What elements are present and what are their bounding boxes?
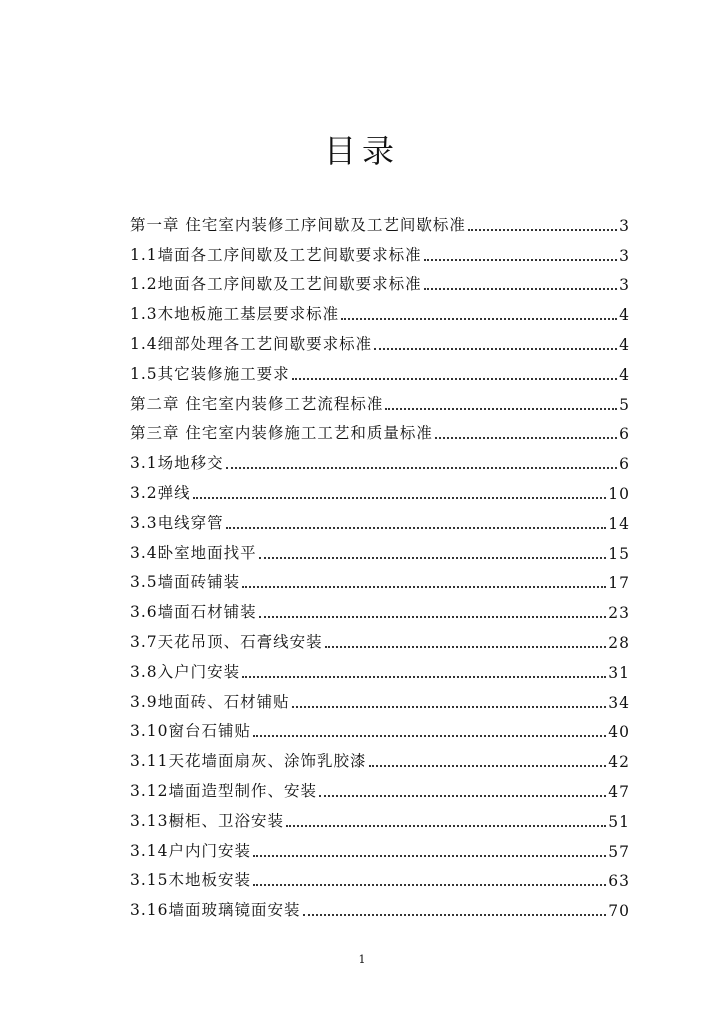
toc-entry[interactable] [130,235,630,265]
toc-entry[interactable] [130,592,630,622]
toc-entry[interactable] [130,712,630,742]
toc-dot-leader [193,497,607,499]
toc-entry-page: 5 [619,395,630,414]
toc-entry-label: 3.11天花墙面扇灰、涂饰乳胶漆 [130,752,367,771]
toc-entry-page: 31 [608,663,630,682]
toc-entry-page: 14 [608,514,630,533]
toc-entry-label: 第三章 住宅室内装修施工工艺和质量标准 [130,424,433,443]
toc-dot-leader [242,586,606,588]
toc-entry-page: 4 [619,335,630,354]
toc-entry-label: 3.12墙面造型制作、安装 [130,781,318,800]
toc-dot-leader [253,855,606,857]
toc-entry-label: 3.1场地移交 [130,454,224,473]
toc-entry-page: 34 [608,693,630,712]
toc-dot-leader [435,437,617,439]
toc-dot-leader [259,557,607,559]
toc-entry-page: 4 [619,306,630,325]
toc-entry[interactable] [130,294,630,324]
toc-entry[interactable] [130,414,630,444]
toc-entry-label: 3.13橱柜、卫浴安装 [130,811,285,830]
toc-entry[interactable] [130,354,630,384]
toc-dot-leader [303,914,607,916]
toc-dot-leader [259,616,607,618]
toc-entry[interactable] [130,443,630,473]
page-number: 1 [358,953,366,966]
table-of-contents [130,205,630,920]
toc-entry[interactable] [130,563,630,593]
toc-entry-page: 3 [619,246,630,265]
toc-entry-page: 15 [608,544,630,563]
toc-entry[interactable] [130,622,630,652]
toc-entry-page: 10 [608,484,630,503]
toc-entry-page: 42 [608,753,630,772]
toc-entry-page: 23 [608,604,630,623]
toc-entry-label: 第二章 住宅室内装修工艺流程标准 [130,394,384,413]
toc-entry[interactable] [130,801,630,831]
page-title: 目录 [323,132,400,170]
toc-entry-label: 第一章 住宅室内装修工序间歇及工艺间歇标准 [130,215,466,234]
toc-entry[interactable] [130,384,630,414]
toc-dot-leader [292,378,617,380]
toc-entry-label: 1.1墙面各工序间歇及工艺间歇要求标准 [130,245,422,264]
toc-entry-label: 1.2地面各工序间歇及工艺间歇要求标准 [130,275,422,294]
toc-entry-label: 3.10窗台石铺贴 [130,722,252,741]
toc-dot-leader [325,646,607,648]
toc-entry-page: 47 [608,782,630,801]
toc-dot-leader [253,735,606,737]
toc-entry-page: 6 [619,455,630,474]
toc-entry-label: 3.5墙面砖铺装 [130,573,241,592]
toc-entry[interactable] [130,682,630,712]
toc-entry[interactable] [130,533,630,563]
toc-entry-page: 3 [619,216,630,235]
toc-entry-label: 1.3木地板施工基层要求标准 [130,305,340,324]
toc-dot-leader [374,348,617,350]
toc-entry[interactable] [130,831,630,861]
toc-entry[interactable] [130,771,630,801]
toc-entry-label: 3.14户内门安装 [130,841,252,860]
toc-entry-label: 3.6墙面石材铺装 [130,603,257,622]
toc-entry[interactable] [130,324,630,354]
toc-dot-leader [319,795,606,797]
toc-dot-leader [292,706,607,708]
toc-entry-page: 51 [608,812,630,831]
toc-entry[interactable] [130,473,630,503]
toc-entry-page: 70 [608,902,630,921]
toc-dot-leader [424,259,617,261]
toc-entry[interactable] [130,503,630,533]
toc-dot-leader [468,229,617,231]
toc-dot-leader [286,825,606,827]
toc-entry[interactable] [130,652,630,682]
toc-dot-leader [242,676,606,678]
toc-dot-leader [253,884,606,886]
toc-dot-leader [385,408,617,410]
toc-entry-label: 3.7天花吊顶、石膏线安装 [130,632,323,651]
toc-entry[interactable] [130,265,630,295]
toc-entry[interactable] [130,861,630,891]
toc-entry-page: 40 [608,723,630,742]
toc-dot-leader [226,527,607,529]
toc-entry-page: 6 [619,425,630,444]
toc-entry-page: 57 [608,842,630,861]
toc-entry-label: 1.4细部处理各工艺间歇要求标准 [130,334,373,353]
toc-entry-page: 17 [608,574,630,593]
toc-entry-label: 1.5其它装修施工要求 [130,364,290,383]
toc-entry-label: 3.2弹线 [130,483,191,502]
toc-entry-page: 3 [619,276,630,295]
toc-dot-leader [369,765,607,767]
toc-dot-leader [424,288,617,290]
toc-entry-label: 3.16墙面玻璃镜面安装 [130,901,301,920]
toc-entry-page: 4 [619,365,630,384]
toc-dot-leader [341,318,617,320]
toc-entry-label: 3.15木地板安装 [130,871,252,890]
toc-entry-label: 3.4卧室地面找平 [130,543,257,562]
toc-entry[interactable] [130,205,630,235]
toc-entry[interactable] [130,741,630,771]
toc-entry-label: 3.3电线穿管 [130,513,224,532]
toc-dot-leader [226,467,617,469]
toc-entry-page: 63 [608,872,630,891]
toc-entry-label: 3.8入户门安装 [130,662,241,681]
toc-entry-page: 28 [608,633,630,652]
toc-entry[interactable] [130,890,630,920]
toc-entry-label: 3.9地面砖、石材铺贴 [130,692,290,711]
